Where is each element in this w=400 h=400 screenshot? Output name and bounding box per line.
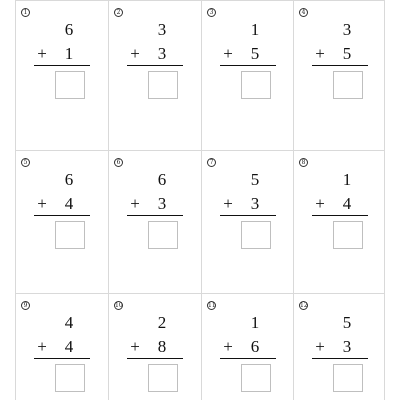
answer-box[interactable] [333, 364, 363, 392]
problem-number: 12 [300, 302, 308, 309]
problem-cell [293, 0, 385, 150]
answer-box[interactable] [241, 71, 271, 99]
bottom-operand: 1 [64, 44, 74, 63]
problem-number: 5 [21, 158, 30, 167]
sum-line [312, 65, 368, 66]
answer-box[interactable] [55, 364, 85, 392]
sum-line [220, 358, 276, 359]
problem-number: 7 [207, 158, 216, 167]
plus-sign: + [315, 194, 325, 213]
problem-cell [293, 293, 385, 400]
plus-sign: + [130, 44, 140, 63]
bottom-operand: 3 [342, 337, 352, 356]
plus-sign: + [315, 337, 325, 356]
sum-line [127, 215, 183, 216]
bottom-operand: 6 [250, 337, 260, 356]
problem-number: 10 [115, 302, 123, 309]
bottom-operand: 8 [157, 337, 167, 356]
problem-cell [201, 150, 293, 293]
top-operand: 4 [64, 313, 74, 332]
top-operand: 1 [250, 313, 260, 332]
answer-box[interactable] [148, 71, 178, 99]
top-operand: 3 [342, 20, 352, 39]
bottom-operand: 3 [157, 44, 167, 63]
plus-sign: + [130, 337, 140, 356]
problem-cell [108, 0, 201, 150]
bottom-operand: 4 [64, 194, 74, 213]
answer-box[interactable] [333, 71, 363, 99]
problem-cell [293, 150, 385, 293]
top-operand: 2 [157, 313, 167, 332]
top-operand: 1 [250, 20, 260, 39]
sum-line [127, 65, 183, 66]
answer-box[interactable] [148, 364, 178, 392]
answer-box[interactable] [55, 71, 85, 99]
problem-number: 8 [299, 158, 308, 167]
sum-line [34, 65, 90, 66]
problem-cell [15, 0, 108, 150]
plus-sign: + [223, 44, 233, 63]
bottom-operand: 3 [157, 194, 167, 213]
problem-cell [15, 150, 108, 293]
problem-number: 4 [299, 8, 308, 17]
problem-cell [201, 0, 293, 150]
problem-cell [108, 150, 201, 293]
plus-sign: + [223, 337, 233, 356]
sum-line [127, 358, 183, 359]
problem-number: 6 [114, 158, 123, 167]
sum-line [312, 215, 368, 216]
plus-sign: + [37, 337, 47, 356]
answer-box[interactable] [241, 364, 271, 392]
answer-box[interactable] [333, 221, 363, 249]
top-operand: 6 [157, 170, 167, 189]
problem-number: 3 [207, 8, 216, 17]
bottom-operand: 4 [342, 194, 352, 213]
plus-sign: + [37, 44, 47, 63]
answer-box[interactable] [241, 221, 271, 249]
top-operand: 5 [250, 170, 260, 189]
problem-number: 1 [21, 8, 30, 17]
problem-cell [15, 293, 108, 400]
sum-line [34, 215, 90, 216]
plus-sign: + [130, 194, 140, 213]
top-operand: 5 [342, 313, 352, 332]
problem-number: 9 [21, 301, 30, 310]
bottom-operand: 5 [250, 44, 260, 63]
problem-cell [201, 293, 293, 400]
bottom-operand: 3 [250, 194, 260, 213]
problem-number: 11 [208, 302, 216, 309]
sum-line [220, 215, 276, 216]
bottom-operand: 4 [64, 337, 74, 356]
top-operand: 3 [157, 20, 167, 39]
top-operand: 6 [64, 170, 74, 189]
answer-box[interactable] [55, 221, 85, 249]
problem-cell [108, 293, 201, 400]
top-operand: 1 [342, 170, 352, 189]
bottom-operand: 5 [342, 44, 352, 63]
plus-sign: + [37, 194, 47, 213]
top-operand: 6 [64, 20, 74, 39]
sum-line [34, 358, 90, 359]
problem-number: 2 [114, 8, 123, 17]
sum-line [220, 65, 276, 66]
answer-box[interactable] [148, 221, 178, 249]
plus-sign: + [223, 194, 233, 213]
sum-line [312, 358, 368, 359]
plus-sign: + [315, 44, 325, 63]
